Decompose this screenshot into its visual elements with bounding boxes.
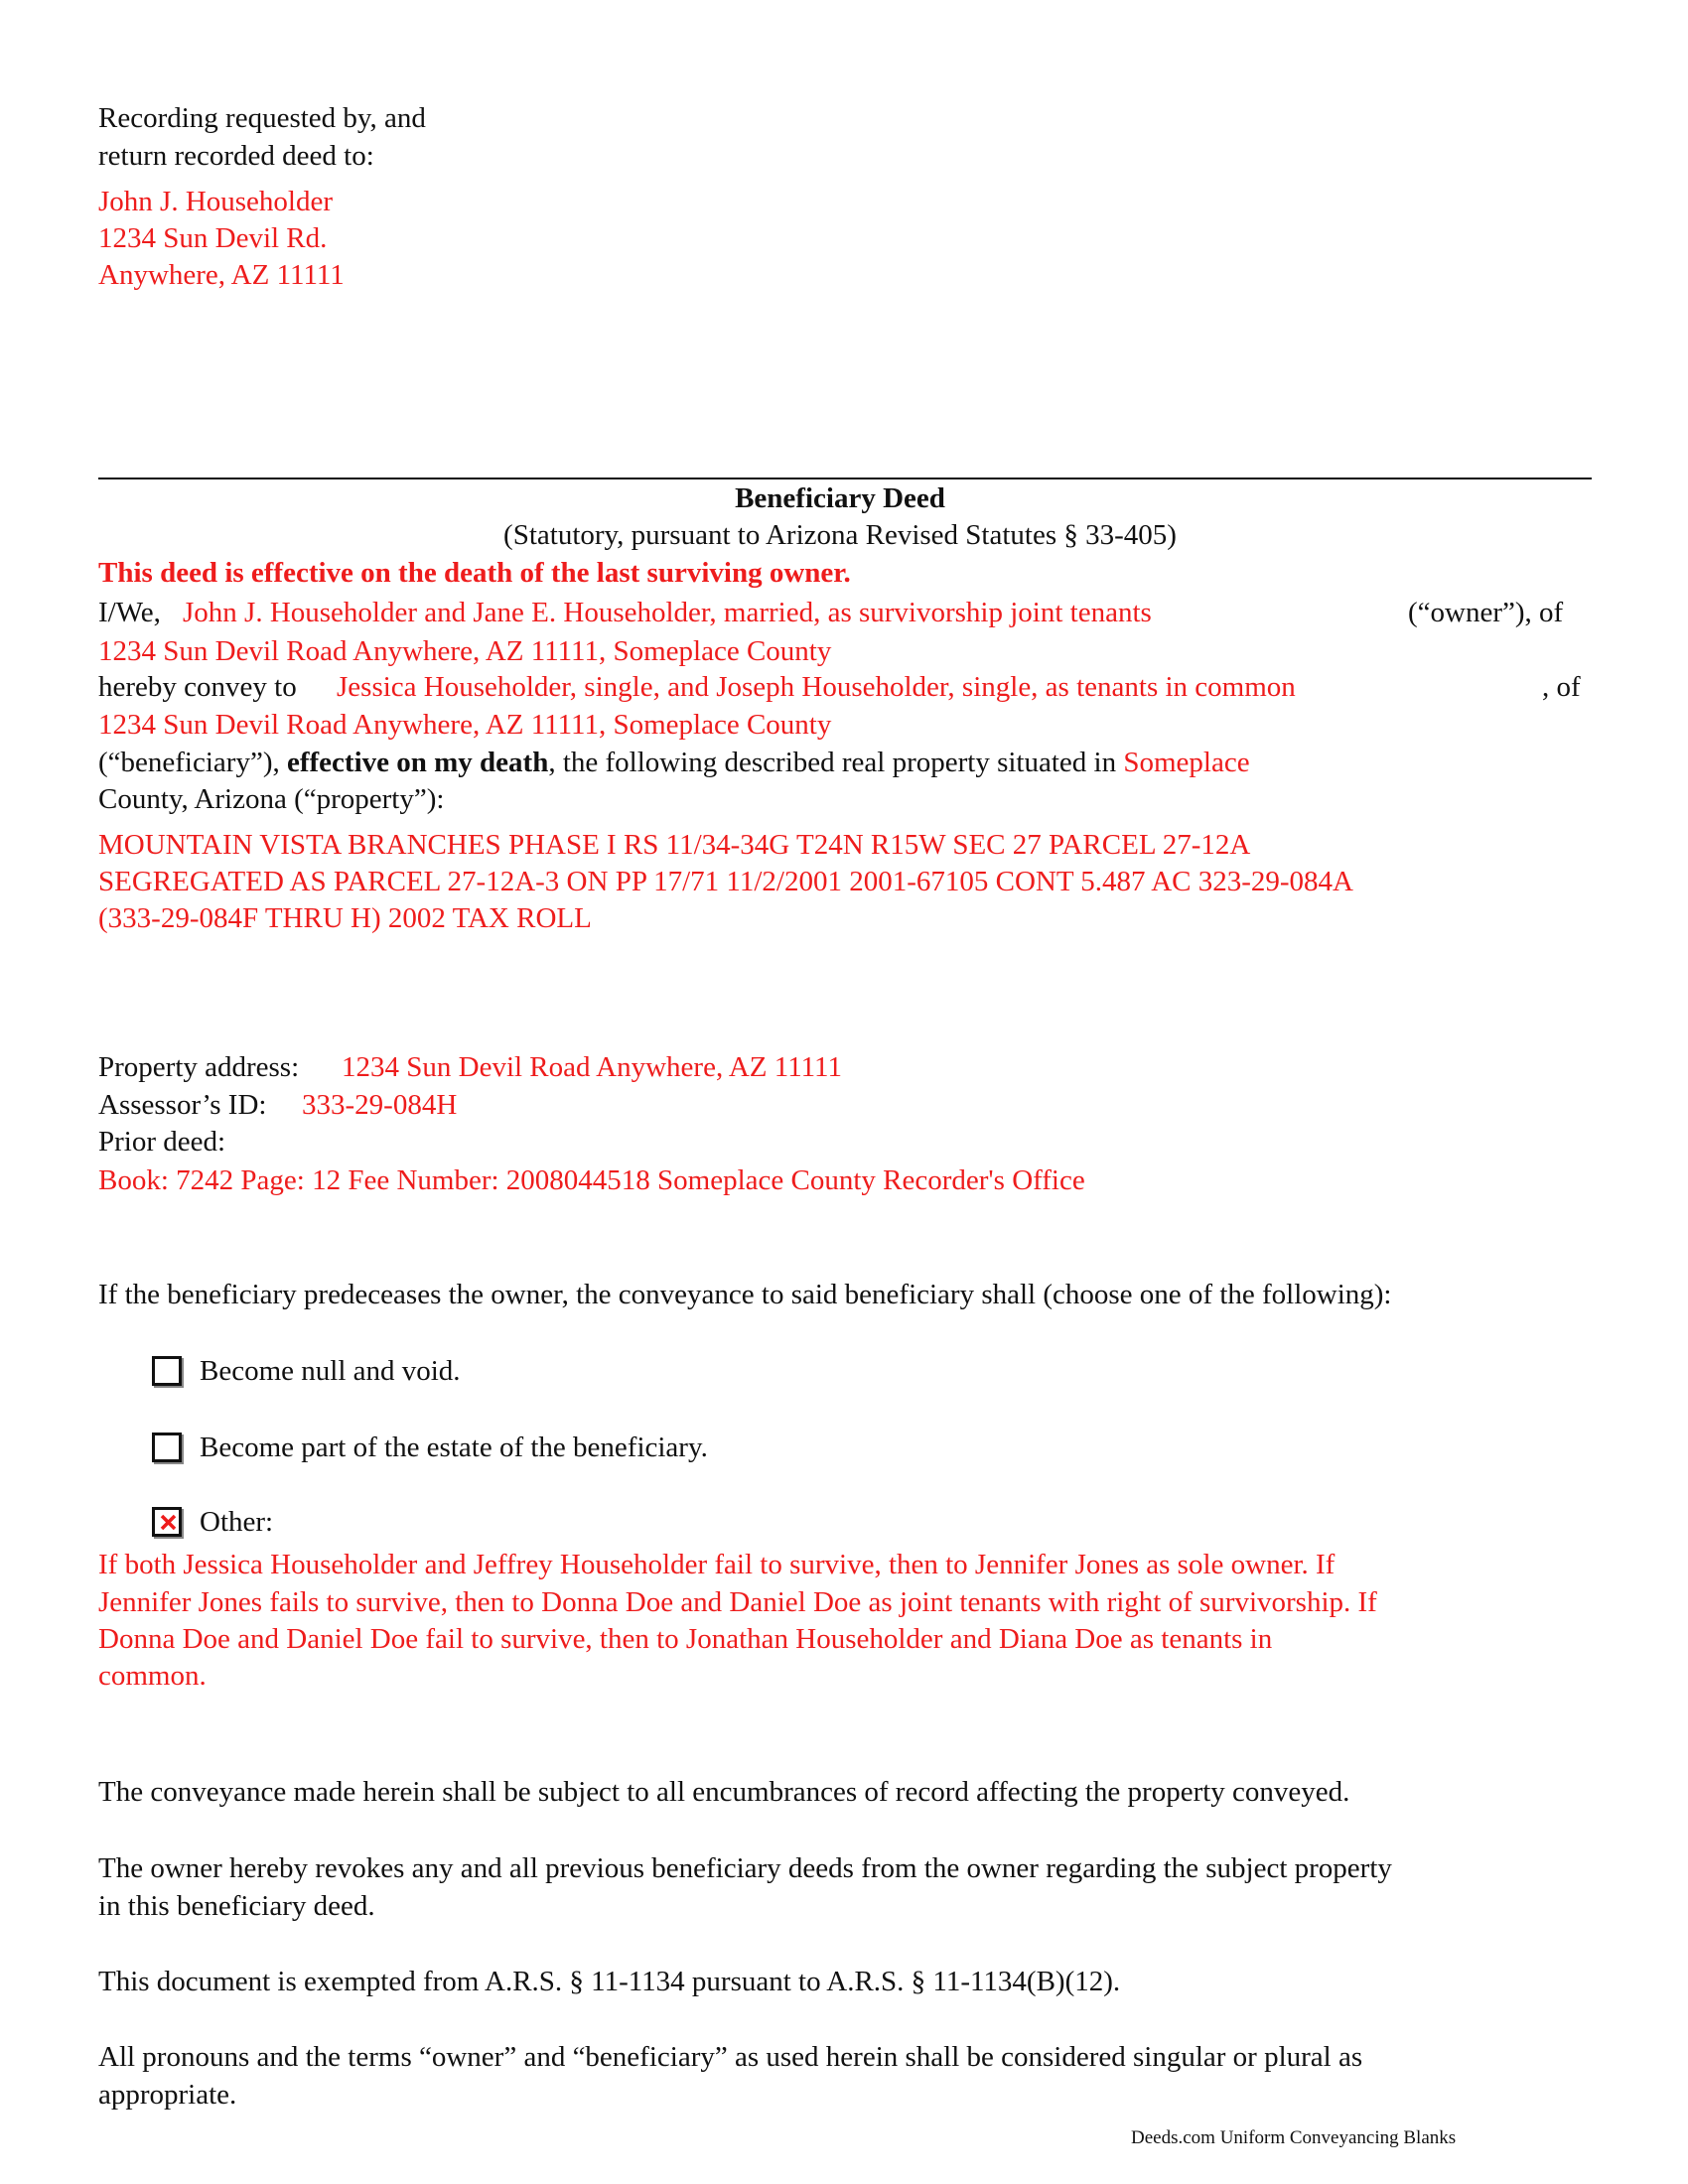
return-street: 1234 Sun Devil Rd. <box>98 222 328 254</box>
recording-line-2: return recorded deed to: <box>98 140 374 172</box>
return-city: Anywhere, AZ 11111 <box>98 259 345 291</box>
described-text: , the following described real property situated in <box>548 747 1117 778</box>
option-estate-checkbox[interactable] <box>152 1433 182 1462</box>
recording-line-1: Recording requested by, and <box>98 102 426 134</box>
owner-address: 1234 Sun Devil Road Anywhere, AZ 11111, Someplace County <box>98 635 832 667</box>
option-estate-label: Become part of the estate of the beneficiary. <box>200 1432 708 1463</box>
x-check-icon <box>155 1510 185 1540</box>
beneficiary-term: (“beneficiary”), <box>98 747 280 778</box>
county-state: County, Arizona (“property”): <box>98 783 445 815</box>
encumbrances-clause: The conveyance made herein shall be subject to all encumbrances of record affecting the property conveyed. <box>98 1776 1350 1808</box>
county-name: Someplace <box>1123 747 1250 778</box>
prior-deed-value: Book: 7242 Page: 12 Fee Number: 2008044518 Someplace County Recorder's Office <box>98 1164 1085 1196</box>
revokes-clause-line-2: in this beneficiary deed. <box>98 1890 375 1922</box>
iwe-label: I/We, <box>98 597 161 628</box>
property-address-value: 1234 Sun Devil Road Anywhere, AZ 11111 <box>342 1051 842 1083</box>
option-other-checkbox[interactable] <box>152 1507 182 1537</box>
footer-credit: Deeds.com Uniform Conveyancing Blanks <box>1131 2127 1457 2148</box>
owner-names: John J. Householder and Jane E. Householder, married, as survivorship joint tenants <box>183 597 1152 628</box>
deed-title: Beneficiary Deed <box>735 482 945 514</box>
revokes-clause-line-1: The owner hereby revokes any and all previous beneficiary deeds from the owner regarding the subject property <box>98 1852 1392 1884</box>
beneficiary-address: 1234 Sun Devil Road Anywhere, AZ 11111, Someplace County <box>98 709 832 741</box>
other-text-line-1: If both Jessica Householder and Jeffrey Householder fail to survive, then to Jennifer Jones as sole owner. If <box>98 1549 1336 1580</box>
effective-line <box>98 744 1250 781</box>
legal-description-line-1: MOUNTAIN VISTA BRANCHES PHASE I RS 11/34-34G T24N R15W SEC 27 PARCEL 27-12A <box>98 829 1251 861</box>
property-address-label: Property address: <box>98 1051 300 1083</box>
pronouns-clause-line-2: appropriate. <box>98 2079 237 2111</box>
option-null-label: Become null and void. <box>200 1355 461 1387</box>
assessor-label: Assessor’s ID: <box>98 1089 267 1121</box>
assessor-value: 333-29-084H <box>302 1089 458 1121</box>
effective-phrase: effective on my death <box>286 747 549 778</box>
beneficiary-suffix: , of <box>1542 671 1581 703</box>
prior-deed-label: Prior deed: <box>98 1126 226 1158</box>
other-text-line-3: Donna Doe and Daniel Doe fail to survive, then to Jonathan Householder and Diana Doe as tenants in <box>98 1623 1273 1655</box>
other-text-line-4: common. <box>98 1660 207 1692</box>
return-name: John J. Householder <box>98 186 334 217</box>
option-null-checkbox[interactable] <box>152 1356 182 1386</box>
other-text-line-2: Jennifer Jones fails to survive, then to Donna Doe and Daniel Doe as joint tenants with right of survivorship. If <box>98 1586 1377 1618</box>
legal-description-line-3: (333-29-084F THRU H) 2002 TAX ROLL <box>98 902 592 934</box>
beneficiary-names: Jessica Householder, single, and Joseph Householder, single, as tenants in common <box>337 671 1296 703</box>
option-other-label: Other: <box>200 1506 274 1538</box>
effective-notice: This deed is effective on the death of the last surviving owner. <box>98 557 851 589</box>
predecease-question: If the beneficiary predeceases the owner, the conveyance to said beneficiary shall (choose one of the following): <box>98 1279 1392 1310</box>
legal-description-line-2: SEGREGATED AS PARCEL 27-12A-3 ON PP 17/71 11/2/2001 2001-67105 CONT 5.487 AC 323-29-084A <box>98 866 1353 897</box>
deed-subtitle: (Statutory, pursuant to Arizona Revised Statutes § 33-405) <box>503 519 1177 551</box>
pronouns-clause-line-1: All pronouns and the terms “owner” and “beneficiary” as used herein shall be considered singular or plural as <box>98 2041 1363 2073</box>
owner-suffix: (“owner”), of <box>1408 597 1564 628</box>
convey-label: hereby convey to <box>98 671 297 703</box>
exempt-clause: This document is exempted from A.R.S. § 11-1134 pursuant to A.R.S. § 11-1134(B)(12). <box>98 1966 1121 1997</box>
